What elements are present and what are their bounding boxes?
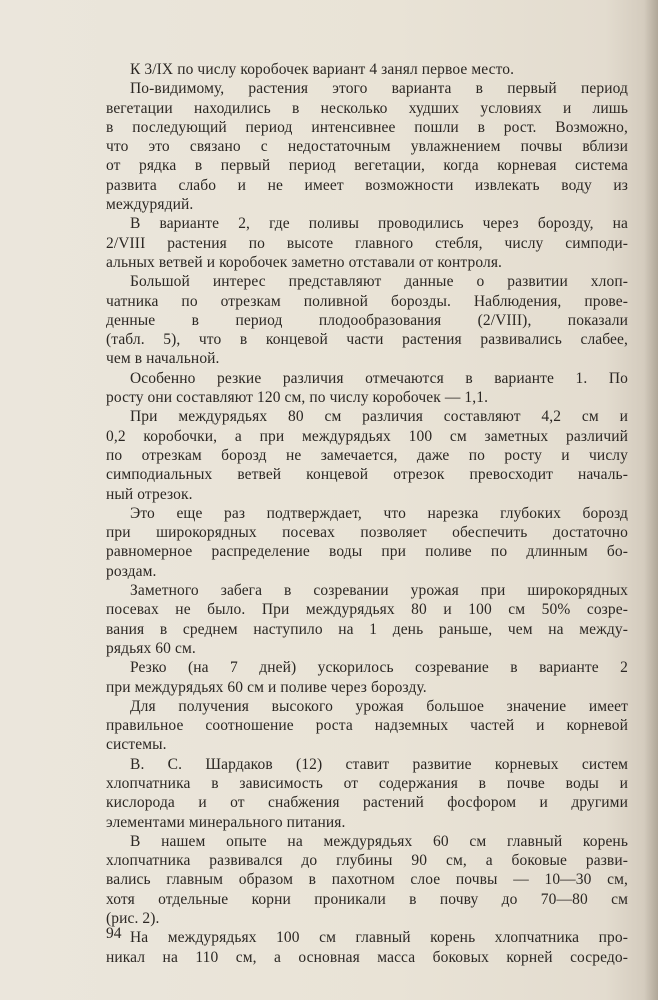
text-line: хлопчатника в зависимость от содержания в почве воды и — [106, 774, 628, 792]
text-line: (табл. 5), что в концевой части растения развивались слабее, — [106, 331, 628, 349]
text-line: 2/VIII растения по высоте главного стебля, числу симподи- — [106, 234, 628, 252]
text-line: рядьях 60 см. — [106, 639, 196, 657]
text-line: денные в период плодообразования (2/VIII), показали — [106, 311, 628, 329]
text-line: вались главным образом в пахотном слое почвы — 10—30 см, — [106, 871, 628, 889]
text-line: развита слабо и не имеет возможности извлекать воду из — [106, 176, 628, 194]
text-line: междурядий. — [106, 196, 194, 214]
text-line: Заметного забега в созревании урожая при широкорядных — [130, 582, 628, 600]
text-line: росту они составляют 120 см, по числу коробочек — 1,1. — [106, 389, 489, 407]
text-line: системы. — [106, 736, 167, 754]
text-line: элементами минерального питания. — [106, 813, 346, 831]
text-line: симподиальных ветвей концевой отрезок превосходит началь- — [106, 466, 628, 484]
text-line: что это связано с недостаточным увлажнением почвы вблизи — [106, 138, 628, 156]
text-line: по отрезкам борозд не замечается, даже по росту и числу — [106, 446, 628, 464]
text-line: хлопчатника развивался до глубины 90 см, а боковые разви- — [106, 852, 628, 870]
body-text — [106, 60, 628, 967]
text-line: чатника по отрезкам поливной борозды. Наблюдения, прове- — [106, 292, 628, 310]
text-line: чем в начальной. — [106, 350, 220, 368]
text-line: Это еще раз подтверждает, что нарезка глубоких борозд — [130, 504, 628, 522]
text-line: альных ветвей и коробочек заметно отставали от контроля. — [106, 253, 503, 271]
text-line: Для получения высокого урожая большое значение имеет — [130, 697, 628, 715]
text-line: при междурядьях 60 см и поливе через борозду. — [106, 678, 427, 696]
text-line: никал на 110 см, а основная масса боковых корней сосредо- — [106, 948, 628, 966]
text-line: В нашем опыте на междурядьях 60 см главный корень — [130, 832, 628, 850]
text-line: равномерное распределение воды при поливе по длинным бо- — [106, 543, 628, 561]
text-line: 0,2 коробочки, а при междурядьях 100 см заметных различий — [106, 427, 628, 445]
text-line: Большой интерес представляют данные о развитии хлоп- — [130, 273, 628, 291]
text-line: от рядка в первый период вегетации, когда корневая система — [106, 157, 628, 175]
text-line: при широкорядных посевах позволяет обеспечить достаточно — [106, 524, 628, 542]
spine-shadow — [644, 0, 658, 1000]
text-line: При междурядьях 80 см различия составляют 4,2 см и — [130, 408, 628, 426]
text-line: (рис. 2). — [106, 910, 160, 928]
text-line: Резко (на 7 дней) ускорилось созревание в варианте 2 — [130, 659, 628, 677]
text-line: К 3/IX по числу коробочек вариант 4 занял первое место. — [130, 61, 515, 78]
text-line: посевах не было. При междурядьях 80 и 100 см 50% созре- — [106, 601, 628, 619]
text-line: в последующий период интенсивнее пошли в рост. Возможно, — [106, 118, 628, 136]
text-line: В варианте 2, где поливы проводились через борозду, на — [130, 215, 628, 233]
text-line: По-видимому, растения этого варианта в первый период — [130, 80, 628, 98]
text-line: В. С. Шардаков (12) ставит развитие корневых систем — [130, 755, 628, 773]
text-line: Особенно резкие различия отмечаются в варианте 1. По — [130, 369, 628, 387]
text-line: хотя отдельные корни проникали в почву до 70—80 см — [106, 890, 628, 908]
text-line: На междурядьях 100 см главный корень хлопчатника про- — [130, 929, 628, 947]
page-number: 94 — [106, 925, 122, 942]
text-line: вания в среднем наступило на 1 день раньше, чем на между- — [106, 620, 628, 638]
text-line: правильное соотношение роста надземных частей и корневой — [106, 717, 628, 735]
text-line: ный отрезок. — [106, 485, 193, 503]
text-line: вегетации находились в несколько худших условиях и лишь — [106, 99, 628, 117]
text-line: кислорода и от снабжения растений фосфором и другими — [106, 794, 628, 812]
text-line: роздам. — [106, 562, 157, 580]
